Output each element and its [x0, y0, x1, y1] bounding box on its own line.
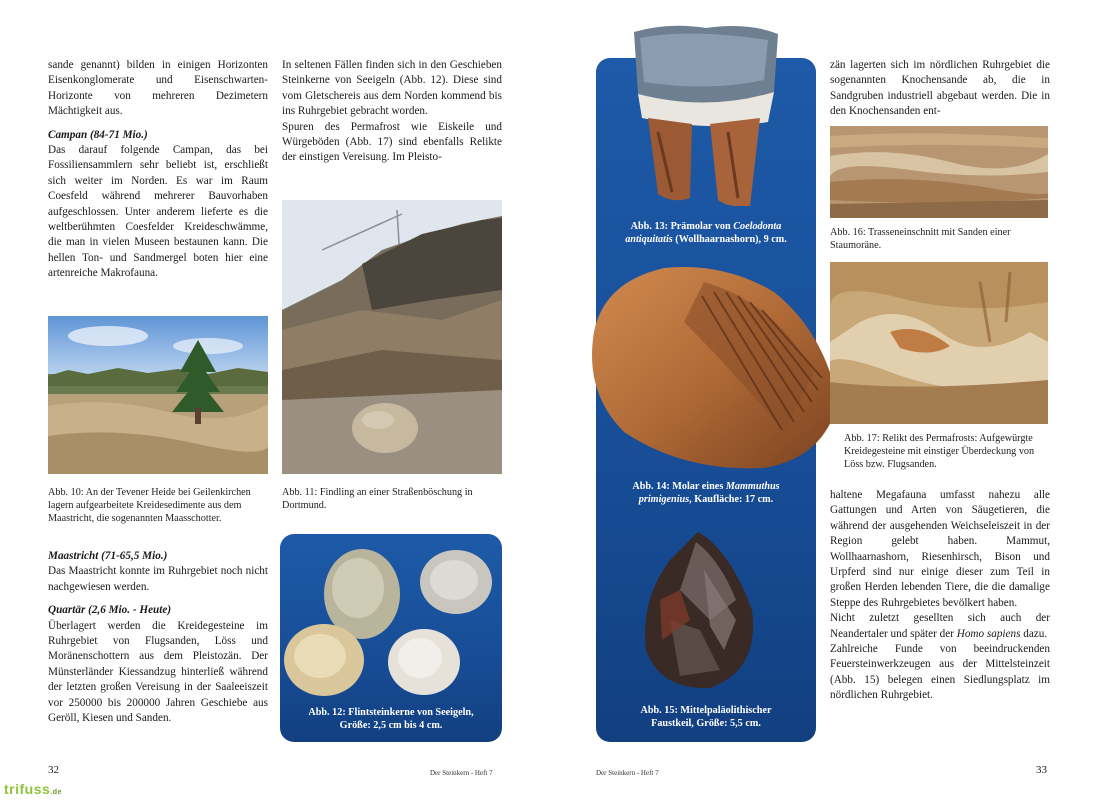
photo-permafrost-relikt: [830, 262, 1048, 424]
figure-14-caption: Abb. 14: Molar eines Mammuthus primigenius, Kaufläche: 17 cm.: [632, 481, 780, 506]
photo-tevener-heide: [48, 316, 268, 474]
page-number-right: 33: [1036, 764, 1047, 776]
paragraph: Überlagert werden die Kreidegesteine im Ruhrgebiet von Flugsanden, Löss und Moränenschottern aus dem Pleistozän. Der Münsterländer Kiessandzug hinterließ während der letzten großen Vereisung in der Saaleeiszeit vor 250000 bis 200000 Jahren Geschiebe aus Geröll, Kiesen und Sanden.: [48, 619, 268, 725]
left-column-1: [48, 58, 268, 282]
figure-17-caption: Abb. 17: Relikt des Permafrosts: Aufgewürgte Kreidegesteine mit einstiger Überdeckung von Löss bzw. Flugsanden.: [844, 433, 1035, 471]
page-number-left: 32: [48, 764, 59, 776]
paragraph: Zahlreiche Funde von beeindruckenden Feuersteinwerkzeugen aus der Mittelsteinzeit (Abb. 15) belegen einen Siedlungsplatz im nördlichen Ruhrgebiet.: [830, 643, 1050, 702]
running-footer-left: Der Steinkern - Heft 7: [430, 769, 493, 777]
paragraph: sande genannt) bilden in einigen Horizonten Eisenkonglomerate und Eisenschwarten-Horizonte von mehreren Dezimetern Mächtigkeit aus.: [48, 59, 268, 118]
figure-13-caption: Abb. 13: Prämolar von Coelodonta antiquitatis (Wollhaarnashorn), 9 cm.: [625, 221, 787, 246]
figure-12-caption: Abb. 12: Flintsteinkerne von Seeigeln, Größe: 2,5 cm bis 4 cm.: [308, 707, 474, 732]
paragraph: Nicht zuletzt gesellten sich auch der Neandertaler und später der Homo sapiens dazu.: [830, 612, 1050, 640]
paragraph: zän lagerten sich im nördlichen Ruhrgebiet die sogenannten Knochensande ab, die in Sandgruben industriell abgebaut werden. Die in den Knochensanden ent-: [830, 59, 1050, 118]
photo-trasseneinschnitt: [830, 126, 1048, 218]
sea-urchin-fossils: [280, 534, 502, 704]
paragraph: Das Maastricht konnte im Ruhrgebiet noch nicht nachgewiesen werden.: [48, 565, 268, 593]
paragraph: In seltenen Fällen finden sich in den Geschieben Steinkerne von Seeigeln (Abb. 12). Diese sind vom Gletschereis aus dem Norden kommend bis ins Ruhrgebiet gebracht worden.: [282, 59, 502, 118]
paragraph: Spuren des Permafrost wie Eiskeile und Würgeböden (Abb. 17) sind ebenfalls Relikte der einstigen Vereisung. Im Pleisto-: [282, 120, 502, 164]
figure-10-caption: Abb. 10: An der Tevener Heide bei Geilenkirchen lagern aufgearbeitete Kreidesedimente aus dem Maastricht, die sogenannten Maasschotter.: [48, 487, 251, 525]
right-column-bottom: [830, 488, 1050, 704]
photo-hand-axe: [640, 530, 760, 690]
watermark-logo: trifuss.de: [4, 781, 62, 797]
figure-16-caption: Abb. 16: Trasseneinschnitt mit Sanden einer Staumoräne.: [830, 227, 1011, 252]
section-heading-maastricht: Maastricht (71-65,5 Mio.): [48, 550, 168, 562]
left-column-2: [282, 58, 502, 166]
figure-15-caption: Abb. 15: Mittelpaläolithischer Faustkeil, Größe: 5,5 cm.: [640, 705, 772, 730]
photo-findling: [282, 200, 502, 474]
section-heading-campan: Campan (84-71 Mio.): [48, 128, 148, 141]
paragraph: Das darauf folgende Campan, das bei Fossiliensammlern sehr beliebt ist, erschließt sich weiter im Norden. Es war im Raum Coesfeld während mehrerer Bauvorhaben aufgeschlossen. Unter anderem lieferte es die weltberühmten Coesfelder Kreideschwämme, die man in vielen Museen bestaunen kann. Die hellen Ton- und Sandmergel boten hier eine artenreiche Makrofauna.: [48, 144, 268, 280]
photo-tooth-coelodonta: [628, 22, 784, 206]
section-heading-quartaer: Quartär (2,6 Mio. - Heute): [48, 604, 172, 617]
paragraph: haltene Megafauna umfasst nahezu alle Gattungen und Arten von Säugetieren, die während der ausgehenden Weichseleiszeit in der Region gelebt haben. Mammut, Wollhaarnashorn, Riesenhirsch, Bison und Urpferd sind nur einige dieser zum Teil in großen Herden lebenden Tiere, die die damalige Steppe des Ruhrgebietes bevölkert haben.: [830, 489, 1050, 609]
running-footer-right: Der Steinkern - Heft 7: [596, 769, 659, 777]
photo-mammoth-molar: [584, 262, 840, 472]
right-column-top: [830, 58, 1050, 120]
left-column-1-bottom: [48, 541, 268, 726]
figure-11-caption: Abb. 11: Findling an einer Straßenböschung in Dortmund.: [282, 487, 473, 512]
figure-12-panel: [280, 534, 502, 742]
